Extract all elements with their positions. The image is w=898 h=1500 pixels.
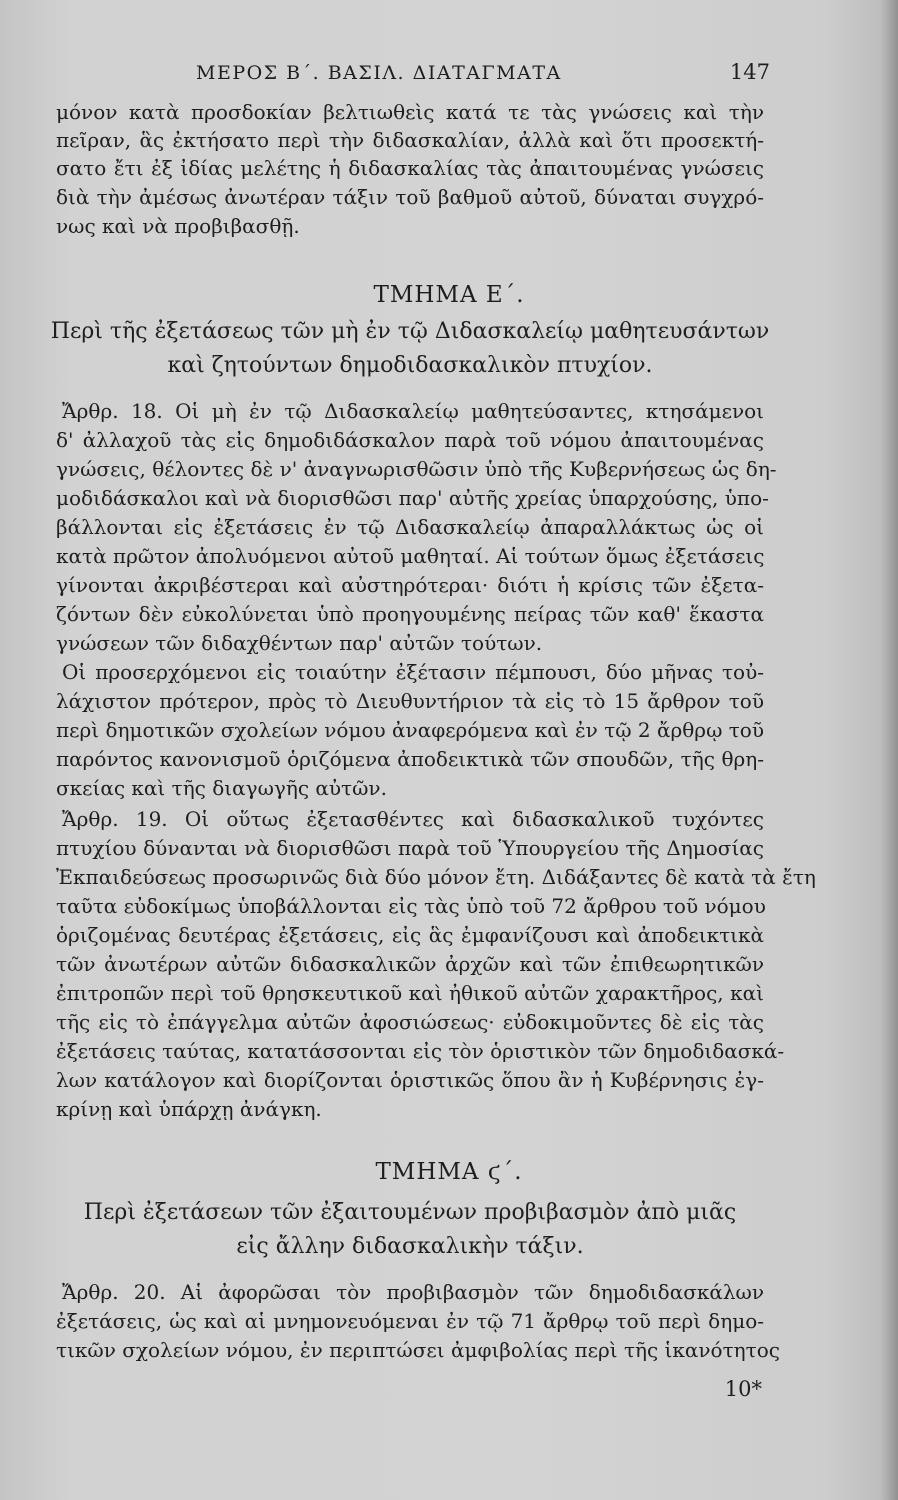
section-title: Περὶ τῆς ἐξετάσεως τῶν μὴ ἐν τῷ Διδασκαλείῳ μαθητευσάντων <box>50 319 770 344</box>
article-line: ταῦτα εὐδοκίμως ὑποβάλλονται εἰς τὰς ὑπὸ τοῦ 72 ἄρθρου τοῦ νόμου <box>56 894 766 918</box>
article-line: κρίνῃ καὶ ὑπάρχῃ ἀνάγκη. <box>56 1097 322 1121</box>
article-line: βάλλονται εἰς ἐξετάσεις ἐν τῷ Διδασκαλείῳ ἀπαραλλάκτως ὡς οἱ <box>56 515 764 539</box>
section-heading: ΤΜΗΜΑ Ε΄. <box>373 282 525 308</box>
page-number: 147 <box>729 60 770 84</box>
section-title: εἰς ἄλλην διδασκαλικὴν τάξιν. <box>236 1234 584 1259</box>
intro-line: διὰ τὴν ἀμέσως ἀνωτέραν τάξιν τοῦ βαθμοῦ αὐτοῦ, δύναται συγχρό- <box>56 185 764 209</box>
section-title: καὶ ζητούντων δημοδιδασκαλικὸν πτυχίον. <box>167 353 653 378</box>
article-line: ἐπιτροπῶν περὶ τοῦ θρησκευτικοῦ καὶ ἠθικοῦ αὐτῶν χαρακτῆρος, καὶ <box>56 981 764 1005</box>
article-line: περὶ δημοτικῶν σχολείων νόμου ἀναφερόμενα καὶ ἐν τῷ 2 ἄρθρῳ τοῦ <box>56 718 764 742</box>
article-line: λάχιστον πρότερον, πρὸς τὸ Διευθυντήριον τὰ εἰς τὸ 15 ἄρθρον τοῦ <box>56 689 764 713</box>
article-line: Ἐκπαιδεύσεως προσωρινῶς διὰ δύο μόνον ἔτη. Διδάξαντες δὲ κατὰ τὰ ἔτη <box>56 865 816 889</box>
article-line: Οἱ προσερχόμενοι εἰς τοιαύτην ἐξέτασιν πέμπουσι, δύο μῆνας τοὐ- <box>62 660 764 684</box>
article-line: γνώσεις, θέλοντες δὲ ν' ἀναγνωρισθῶσιν ὑπὸ τῆς Κυβερνήσεως ὡς δη- <box>56 457 777 481</box>
article-line: λων κατάλογον καὶ διορίζονται ὁριστικῶς ὅπου ἂν ἡ Κυβέρνησις ἐγ- <box>56 1068 764 1092</box>
article-line: τικῶν σχολείων νόμου, ἐν περιπτώσει ἀμφιβολίας περὶ τῆς ἱκανότητος <box>56 1338 780 1362</box>
signature-mark: 10* <box>724 1377 762 1401</box>
article-line: ἐξετάσεις, ὡς καὶ αἱ μνημονευόμεναι ἐν τῷ 71 ἄρθρῳ τοῦ περὶ δημο- <box>56 1309 764 1333</box>
article-line: πτυχίου δύνανται νὰ διορισθῶσι παρὰ τοῦ Ὑπουργείου τῆς Δημοσίας <box>56 836 764 860</box>
intro-line: πεῖραν, ἃς ἐκτήσατο περὶ τὴν διδασκαλίαν, ἀλλὰ καὶ ὅτι προσεκτή- <box>56 128 764 152</box>
article-line: μοδιδάσκαλοι καὶ νὰ διορισθῶσι παρ' αὐτῆς χρείας ὑπαρχούσης, ὑπο- <box>56 486 769 510</box>
running-head: ΜΕΡΟΣ Β΄. ΒΑΣΙΛ. ΔΙΑΤΑΓΜΑΤΑ <box>196 62 562 84</box>
article-line: τῆς εἰς τὸ ἐπάγγελμα αὐτῶν ἀφοσιώσεως· εὐδοκιμοῦντες δὲ εἰς τὰς <box>56 1010 764 1034</box>
article-line: κατὰ πρῶτον ἀπολυόμενοι αὐτοῦ μαθηταί. Αἱ τούτων ὅμως ἐξετάσεις <box>56 544 765 568</box>
article-line: γίνονται ἀκριβέστεραι καὶ αὐστηρότεραι· διότι ἡ κρίσις τῶν ἐξετα- <box>56 573 764 597</box>
article-line: παρόντος κανονισμοῦ ὁριζόμενα ἀποδεικτικὰ τῶν σπουδῶν, τῆς θρη- <box>56 747 764 771</box>
section-title: Περὶ ἐξετάσεων τῶν ἐξαιτουμένων προβιβασμὸν ἀπὸ μιᾶς <box>83 1200 737 1225</box>
article-line: τῶν ἀνωτέρων αὐτῶν διδασκαλικῶν ἀρχῶν καὶ τῶν ἐπιθεωρητικῶν <box>56 952 764 976</box>
intro-line: νως καὶ νὰ προβιβασθῇ. <box>56 214 300 238</box>
article-line: ἐξετάσεις ταύτας, κατατάσσονται εἰς τὸν ὁριστικὸν τῶν δημοδιδασκά- <box>56 1039 785 1063</box>
article-line: Ἄρθρ. 19. Οἱ οὕτως ἐξετασθέντες καὶ διδασκαλικοῦ τυχόντες <box>62 807 764 831</box>
article-line: ὁριζομένας δευτέρας ἐξετάσεις, εἰς ἃς ἐμφανίζουσι καὶ ἀποδεικτικὰ <box>56 923 764 947</box>
article-line: Ἄρθρ. 18. Οἱ μὴ ἐν τῷ Διδασκαλείῳ μαθητεύσαντες, κτησάμενοι <box>62 399 764 423</box>
intro-line: μόνον κατὰ προσδοκίαν βελτιωθεὶς κατά τε τὰς γνώσεις καὶ τὴν <box>56 100 764 124</box>
intro-line: σατο ἔτι ἐξ ἰδίας μελέτης ἡ διδασκαλίας τὰς ἀπαιτουμένας γνώσεις <box>56 156 764 180</box>
article-line: δ' ἀλλαχοῦ τὰς εἰς δημοδιδάσκαλον παρὰ τοῦ νόμου ἀπαιτουμένας <box>56 428 764 452</box>
article-line: γνώσεων τῶν διδαχθέντων παρ' αὐτῶν τούτων. <box>56 631 543 655</box>
article-line: Ἄρθρ. 20. Αἱ ἀφορῶσαι τὸν προβιβασμὸν τῶν δημοδιδασκάλων <box>62 1280 764 1304</box>
article-line: σκείας καὶ τῆς διαγωγῆς αὐτῶν. <box>56 776 387 800</box>
page-edge-shadow <box>880 0 898 1500</box>
article-line: ζόντων δὲν εὐκολύνεται ὑπὸ προηγουμένης πείρας τῶν καθ' ἕκαστα <box>56 602 764 626</box>
section-heading: ΤΜΗΜΑ ϛ΄. <box>375 1159 523 1185</box>
